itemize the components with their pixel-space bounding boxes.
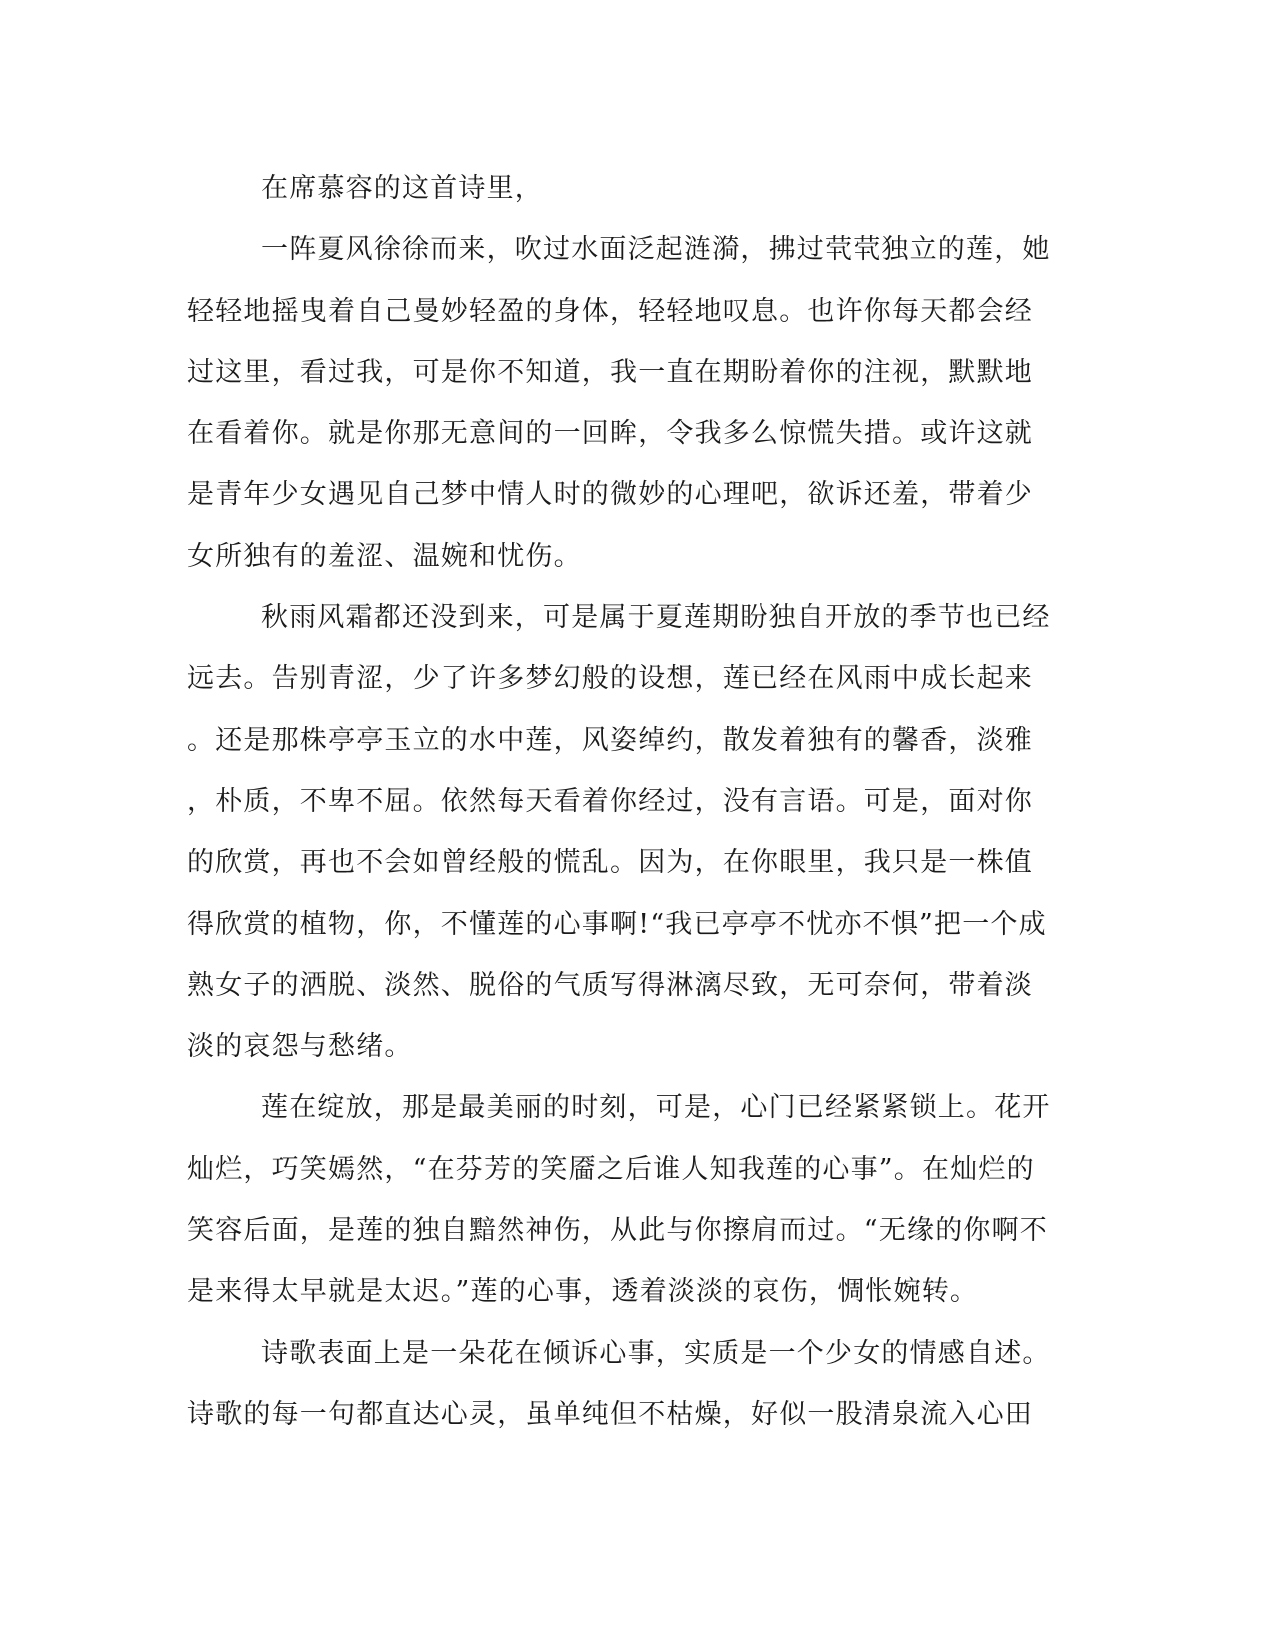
text-line: ，朴质，不卑不屈。依然每天看着你经过，没有言语。可是，面对你 bbox=[187, 785, 1033, 817]
paragraph-first-line: 莲在绽放，那是最美丽的时刻，可是，心门已经紧紧锁上。花开 bbox=[261, 1092, 1051, 1124]
text-line: 熟女子的洒脱、淡然、脱俗的气质写得淋漓尽致，无可奈何，带着淡 bbox=[187, 969, 1033, 1001]
paragraph-first-line: 在席慕容的这首诗里， bbox=[261, 173, 543, 204]
text-line: 在看着你。就是你那无意间的一回眸，令我多么惊慌失措。或许这就 bbox=[187, 418, 1033, 450]
text-line: 。还是那株亭亭玉立的水中莲，风姿绰约，散发着独有的馨香，淡雅 bbox=[187, 724, 1033, 756]
paragraph-first-line: 秋雨风霜都还没到来，可是属于夏莲期盼独自开放的季节也已经 bbox=[261, 602, 1051, 634]
text-line: 过这里，看过我，可是你不知道，我一直在期盼着你的注视，默默地 bbox=[187, 356, 1033, 388]
text-line: 诗歌的每一句都直达心灵，虽单纯但不枯燥，好似一股清泉流入心田 bbox=[187, 1398, 1033, 1430]
text-line: 笑容后面，是莲的独自黯然神伤，从此与你擦肩而过。“无缘的你啊不 bbox=[187, 1215, 1049, 1247]
text-line: 灿烂，巧笑嫣然，“在芬芳的笑靥之后谁人知我莲的心事”。在灿烂的 bbox=[187, 1153, 1035, 1185]
text-line: 淡的哀怨与愁绪。 bbox=[187, 1031, 413, 1063]
paragraph-first-line: 一阵夏风徐徐而来，吹过水面泛起涟漪，拂过茕茕独立的莲，她 bbox=[261, 234, 1051, 266]
text-line: 轻轻地摇曳着自己曼妙轻盈的身体，轻轻地叹息。也许你每天都会经 bbox=[187, 295, 1033, 327]
text-line: 女所独有的羞涩、温婉和忧伤。 bbox=[187, 540, 582, 572]
text-line: 远去。告别青涩，少了许多梦幻般的设想，莲已经在风雨中成长起来 bbox=[187, 663, 1033, 695]
text-line: 是来得太早就是太迟。”莲的心事，透着淡淡的哀伤，惆怅婉转。 bbox=[187, 1276, 979, 1308]
paragraph-first-line: 诗歌表面上是一朵花在倾诉心事，实质是一个少女的情感自述。 bbox=[261, 1337, 1051, 1369]
text-line: 得欣赏的植物，你，不懂莲的心事啊!“我已亭亭不忧亦不惧”把一个成 bbox=[187, 908, 1047, 940]
text-line: 是青年少女遇见自己梦中情人时的微妙的心理吧，欲诉还羞，带着少 bbox=[187, 479, 1033, 511]
document-body bbox=[187, 158, 1087, 1445]
text-line: 的欣赏，再也不会如曾经般的慌乱。因为，在你眼里，我只是一株值 bbox=[187, 847, 1033, 879]
